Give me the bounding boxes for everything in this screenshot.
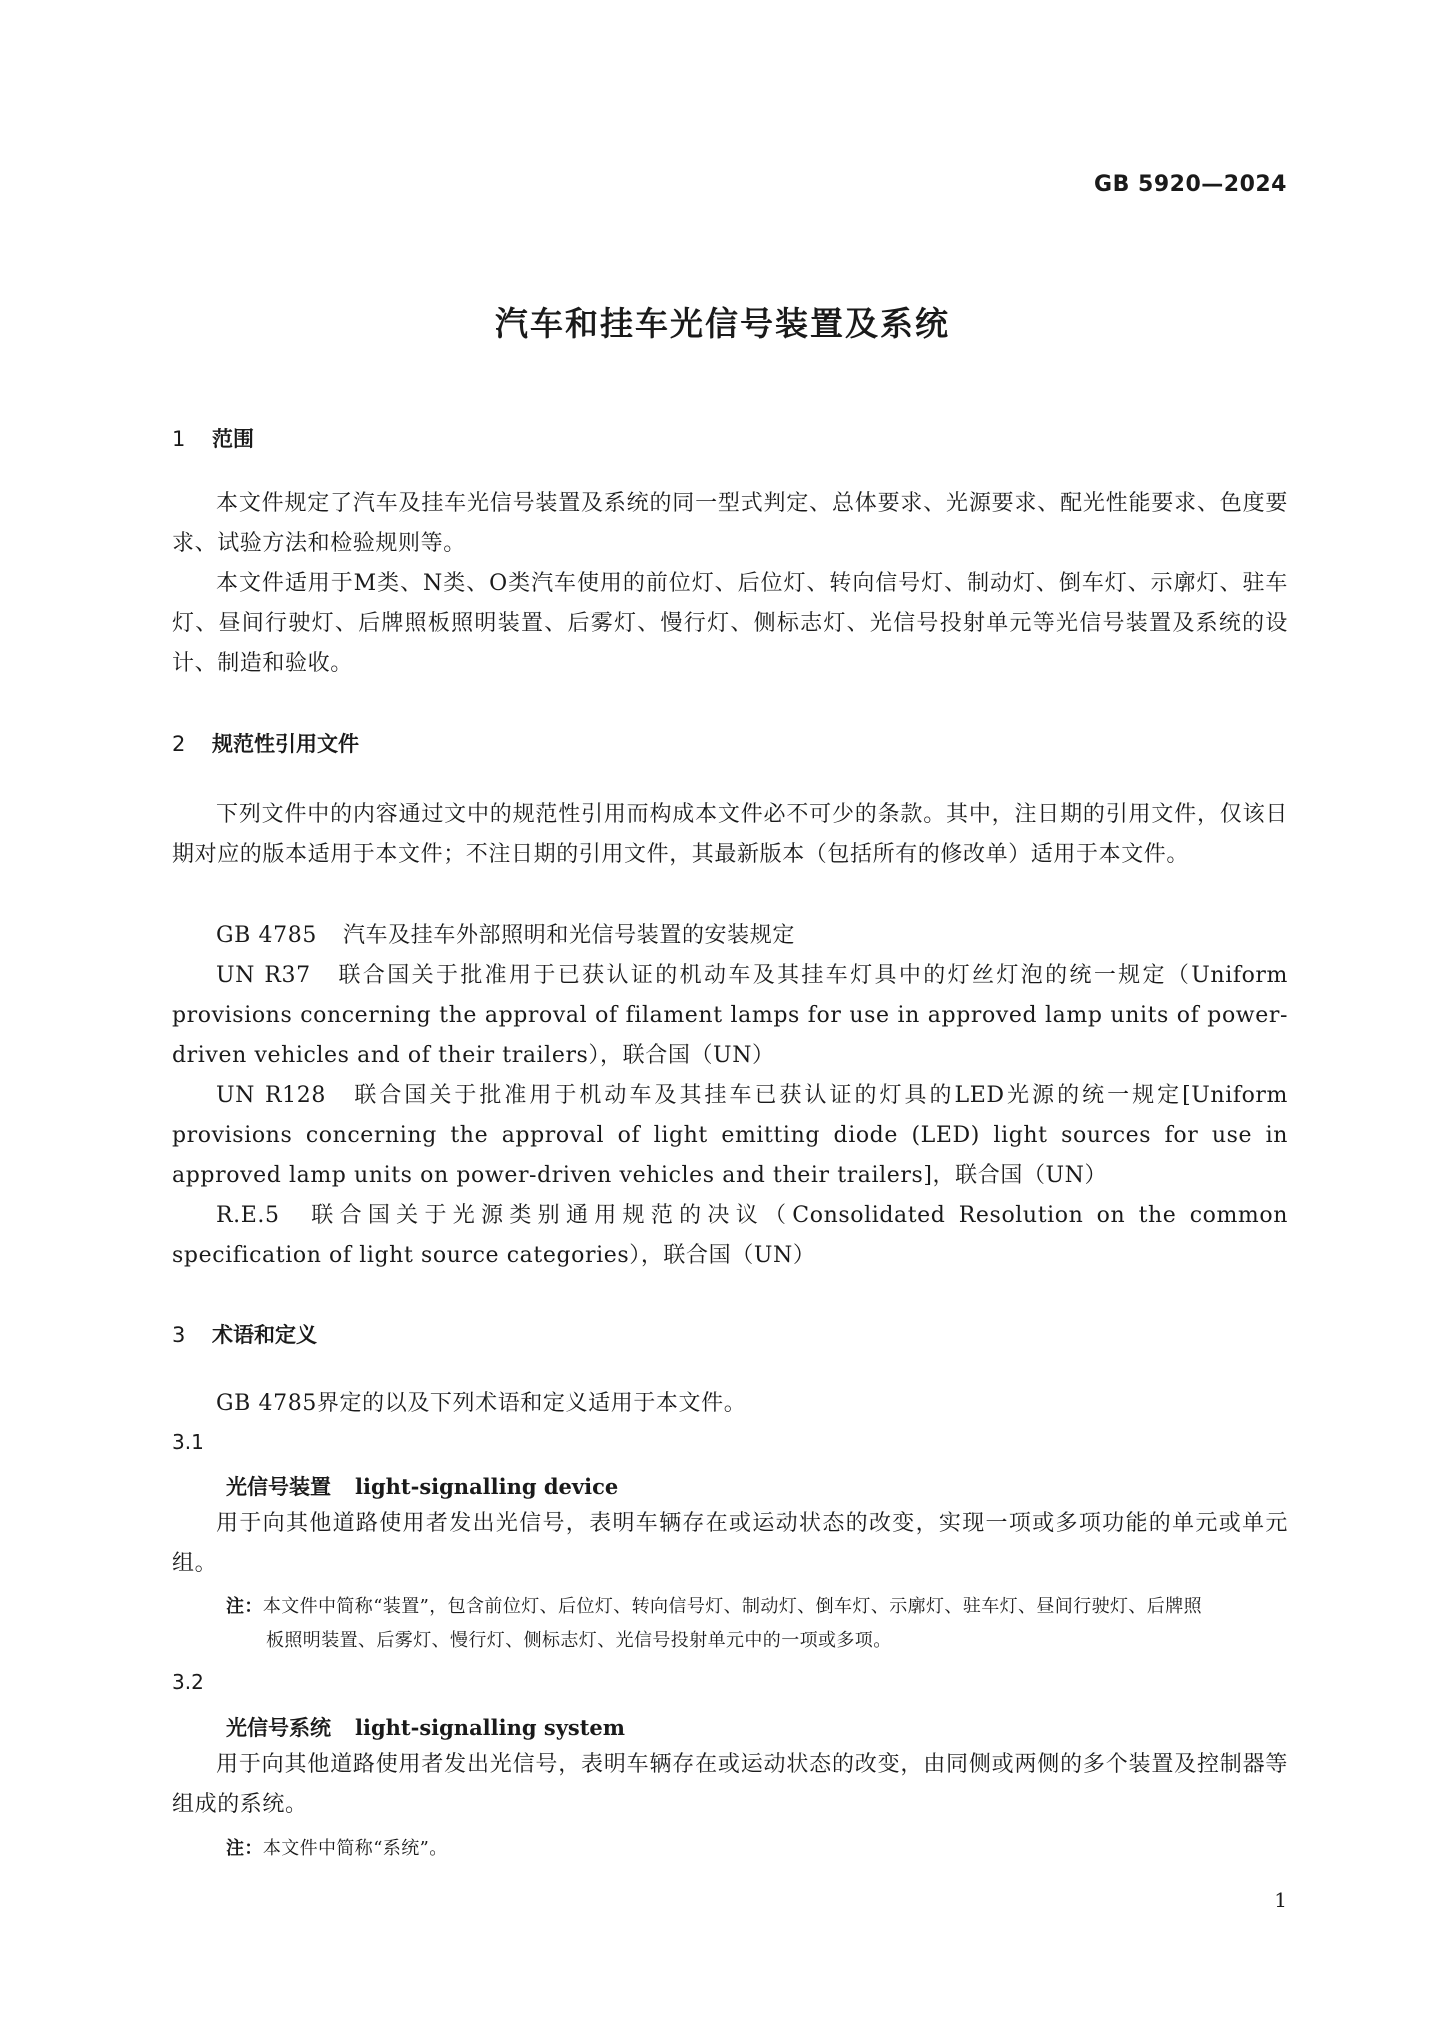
term-name-en: light-signalling device (355, 1474, 619, 1499)
section-1-heading (172, 423, 254, 453)
section-2-heading (172, 728, 359, 758)
term-name-en: light-signalling system (355, 1715, 626, 1740)
term-name (226, 1471, 618, 1501)
reference-text: 联合国关于批准用于已获认证的机动车及其挂车灯具中的灯丝灯泡的统一规定（Uniform provisions concerning the approval of filament lamps for use in approved lamp units of power-driven vehicles and of their trailers），联合国（UN） (172, 963, 1288, 1068)
note-label: 注： (226, 1596, 263, 1617)
section-number: 3 (172, 1323, 186, 1347)
term-note (226, 1832, 1288, 1866)
reference-item (172, 956, 1288, 1076)
section-2-intro: 下列文件中的内容通过文中的规范性引用而构成本文件必不可少的条款。其中，注日期的引用文件，仅该日期对应的版本适用于本文件；不注日期的引用文件，其最新版本（包括所有的修改单）适用于本文件。 (172, 802, 1288, 867)
term-definition: 用于向其他道路使用者发出光信号，表明车辆存在或运动状态的改变，由同侧或两侧的多个装置及控制器等组成的系统。 (172, 1752, 1288, 1817)
note-text-continued: 板照明装置、后雾灯、慢行灯、侧标志灯、光信号投射单元中的一项或多项。 (266, 1630, 892, 1651)
reference-text: 联合国关于光源类别通用规范的决议（Consolidated Resolution on the common specification of light source categories），联合国（UN） (172, 1203, 1288, 1268)
term-name (226, 1712, 625, 1742)
document-title: 汽车和挂车光信号装置及系统 (495, 304, 950, 343)
note-text: 本文件中简称“装置”，包含前位灯、后位灯、转向信号灯、制动灯、倒车灯、示廓灯、驻车灯、昼间行驶灯、后牌照 (262, 1596, 1203, 1617)
term-definition: 用于向其他道路使用者发出光信号，表明车辆存在或运动状态的改变，实现一项或多项功能的单元或单元组。 (172, 1511, 1288, 1576)
section-title: 规范性引用文件 (212, 732, 359, 756)
term-number: 3.1 (172, 1430, 204, 1454)
section-3-heading (172, 1319, 317, 1349)
reference-text: 联合国关于批准用于机动车及其挂车已获认证的灯具的LED光源的统一规定[Uniform provisions concerning the approval of light emitting diode (LED) light sources for use in approved lamp units on power-driven vehicles and their trailers]，联合国（UN） (172, 1083, 1288, 1188)
term-number: 3.2 (172, 1670, 204, 1694)
section-1-paragraph-2: 本文件适用于M类、N类、O类汽车使用的前位灯、后位灯、转向信号灯、制动灯、倒车灯、示廓灯、驻车灯、昼间行驶灯、后牌照板照明装置、后雾灯、慢行灯、侧标志灯、光信号投射单元等光信号装置及系统的设计、制造和验收。 (172, 571, 1288, 676)
term-name-zh: 光信号系统 (226, 1716, 331, 1740)
term-name-zh: 光信号装置 (226, 1475, 331, 1499)
reference-text: 汽车及挂车外部照明和光信号装置的安装规定 (342, 923, 795, 948)
term-note (226, 1590, 1288, 1658)
section-title: 术语和定义 (212, 1323, 317, 1347)
reference-item (172, 1076, 1288, 1196)
reference-item (172, 916, 1288, 956)
page-number: 1 (1274, 1888, 1287, 1912)
section-title: 范围 (212, 427, 254, 451)
reference-code: GB 4785 (216, 923, 317, 948)
reference-item (172, 1196, 1288, 1276)
section-number: 2 (172, 732, 186, 756)
section-number: 1 (172, 427, 186, 451)
reference-code: UN R128 (216, 1083, 326, 1108)
reference-code: R.E.5 (216, 1203, 280, 1228)
note-text: 本文件中简称“系统”。 (262, 1838, 448, 1859)
section-3-intro: GB 4785界定的以及下列术语和定义适用于本文件。 (216, 1391, 747, 1416)
section-1-paragraph-1: 本文件规定了汽车及挂车光信号装置及系统的同一型式判定、总体要求、光源要求、配光性能要求、色度要求、试验方法和检验规则等。 (172, 491, 1288, 556)
reference-code: UN R37 (216, 963, 311, 988)
document-code: GB 5920—2024 (1094, 172, 1287, 197)
note-label: 注： (226, 1838, 263, 1859)
